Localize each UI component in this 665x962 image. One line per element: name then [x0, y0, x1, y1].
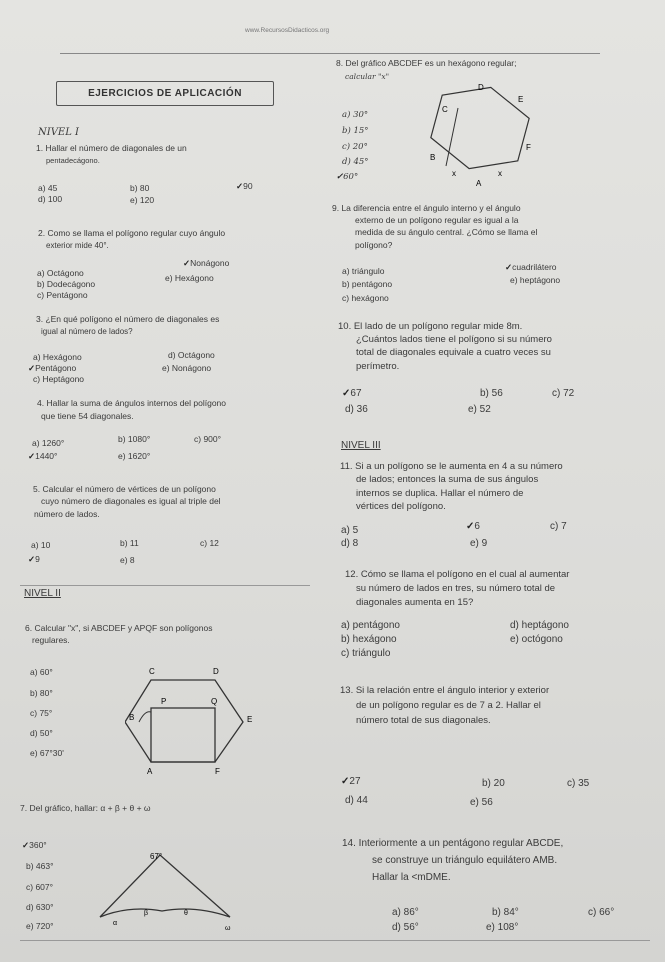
q8-option-a: a) 30° — [342, 110, 369, 120]
q1-option-b: b) 80 — [130, 183, 150, 193]
q8-label-c: C — [442, 105, 448, 114]
q10-text-line1: 10. El lado de un polígono regular mide 8m. — [338, 321, 523, 332]
q8-label-x1: x — [452, 169, 456, 178]
q7-label-omega: ω — [225, 925, 231, 932]
q10-text-line2: ¿Cuántos lados tiene el polígono si su número — [356, 334, 552, 345]
q13-text-line3: número total de sus diagonales. — [356, 715, 491, 726]
q7-option-d: d) 630° — [26, 902, 54, 912]
q7-triangle-figure — [80, 845, 260, 935]
q10-text-line3: total de diagonales equivale a cuatro veces su — [356, 347, 551, 358]
q10-option-d: d) 36 — [345, 404, 368, 415]
q5-option-e: e) 8 — [120, 555, 135, 565]
q3-option-e: e) Nonágono — [162, 363, 212, 373]
q6-label-e: E — [247, 715, 253, 724]
q10-option-b: b) 56 — [480, 388, 503, 399]
q6-label-q: Q — [211, 697, 218, 706]
check-mark-icon: ✓ — [28, 451, 36, 461]
q1-option-c-marked: ✓90 — [236, 181, 253, 191]
q13-text-line2: de un polígono regular es de 7 a 2. Hallar el — [356, 700, 541, 711]
q14-text-line3: Hallar la <mDME. — [372, 872, 451, 883]
q2-option-b: b) Dodecágono — [37, 279, 96, 289]
q8-option-b: b) 15° — [342, 126, 369, 136]
q12-option-c: c) triángulo — [341, 648, 391, 659]
q13-option-e: e) 56 — [470, 797, 493, 808]
q4-option-e: e) 1620° — [118, 451, 151, 461]
q14-option-d: d) 56° — [392, 922, 419, 933]
check-mark-icon: ✓ — [505, 262, 513, 272]
q3-option-d: d) Octágono — [168, 350, 215, 360]
q1-option-d: d) 100 — [38, 194, 63, 204]
q8-label-f: F — [526, 143, 531, 152]
q6-text-line2: regulares. — [32, 635, 70, 645]
q11-text-line1: 11. Si a un polígono se le aumenta en 4 a su número — [340, 461, 563, 472]
q6-option-c: c) 75° — [30, 708, 53, 718]
check-mark-icon: ✓ — [28, 554, 36, 564]
q8-option-e-marked: ✓60° — [336, 172, 359, 182]
q1-option-a: a) 45 — [38, 183, 58, 193]
q12-option-e: e) octógono — [510, 634, 563, 645]
level-3-heading: NIVEL III — [341, 440, 381, 451]
q7-label-67: 67° — [150, 852, 163, 861]
q3-option-b-marked: ✓Pentágono — [28, 363, 77, 373]
q11-text-line3: internos se duplica. Hallar el número de — [356, 488, 524, 499]
q9-text-line4: polígono? — [355, 240, 393, 250]
q11-option-b-marked: ✓6 — [466, 521, 480, 532]
q12-text-line2: su número de lados en tres, su número total de — [356, 583, 556, 594]
q2-option-d-marked: ✓Nonágono — [183, 258, 230, 268]
q5-option-c: c) 12 — [200, 538, 219, 548]
q11-option-a: a) 5 — [341, 525, 359, 536]
q9-option-a: a) triángulo — [342, 266, 385, 276]
q14-text-line2: se construye un triángulo equilátero AMB. — [372, 855, 558, 866]
q7-text: 7. Del gráfico, hallar: α + β + θ + ω — [20, 803, 151, 813]
q11-text-line2: de lados; entonces la suma de sus ángulos — [356, 474, 539, 485]
q6-hexagon-figure — [125, 640, 265, 780]
q3-option-c: c) Heptágono — [33, 374, 85, 384]
q3-text-line1: 3. ¿En qué polígono el número de diagonales es — [36, 314, 220, 324]
q9-option-e: e) heptágono — [510, 275, 561, 285]
check-mark-icon: ✓ — [183, 258, 191, 268]
q6-label-f: F — [215, 767, 220, 776]
q14-option-a: a) 86° — [392, 907, 419, 918]
q5-option-d-marked: ✓9 — [28, 554, 40, 564]
q2-option-a: a) Octágono — [37, 268, 84, 278]
q14-option-c: c) 66° — [588, 907, 615, 918]
level-1-heading: NIVEL I — [38, 127, 79, 138]
q12-option-d: d) heptágono — [510, 620, 569, 631]
check-mark-icon: ✓ — [236, 181, 244, 191]
q1-text-line1: 1. Hallar el número de diagonales de un — [36, 143, 187, 153]
q8-label-d: D — [478, 83, 484, 92]
q4-option-d-marked: ✓1440° — [28, 451, 58, 461]
q6-text-line1: 6. Calcular "x", si ABCDEF y APQF son polígonos — [25, 623, 213, 633]
q6-option-b: b) 80° — [30, 688, 53, 698]
q8-option-c: c) 20° — [342, 142, 368, 152]
q8-text-line1: 8. Del gráfico ABCDEF es un hexágono regular; — [336, 58, 517, 68]
q8-label-a: A — [476, 179, 482, 188]
q9-option-b: b) pentágono — [342, 279, 393, 289]
q2-option-c: c) Pentágono — [37, 290, 88, 300]
q5-text-line2: cuyo número de diagonales es igual al triple del — [41, 496, 221, 506]
q6-label-a: A — [147, 767, 153, 776]
q14-text-line1: 14. Interiormente a un pentágono regular ABCDE, — [342, 838, 564, 849]
q8-hexagon-figure — [420, 78, 540, 188]
level-2-rule — [20, 585, 310, 586]
q7-option-b: b) 463° — [26, 861, 54, 871]
q8-label-b: B — [430, 153, 436, 162]
q4-option-a: a) 1260° — [32, 438, 65, 448]
q6-label-d: D — [213, 667, 219, 676]
q7-label-theta: θ — [184, 910, 188, 917]
level-2-heading: NIVEL II — [24, 588, 61, 599]
q9-option-d-marked: ✓cuadrilátero — [505, 262, 557, 272]
top-rule — [60, 53, 600, 54]
q6-label-c: C — [149, 667, 155, 676]
q8-label-e: E — [518, 95, 524, 104]
q6-option-d: d) 50° — [30, 728, 53, 738]
check-mark-icon: ✓ — [22, 840, 30, 850]
q8-option-d: d) 45° — [342, 157, 369, 167]
q6-label-b: B — [129, 713, 135, 722]
q6-label-p: P — [161, 697, 167, 706]
q10-option-c: c) 72 — [552, 388, 575, 399]
check-mark-icon: ✓ — [28, 363, 36, 373]
q2-text-line1: 2. Como se llama el polígono regular cuyo ángulo — [38, 228, 226, 238]
q11-text-line4: vértices del polígono. — [356, 501, 446, 512]
check-mark-icon: ✓ — [342, 388, 351, 399]
bottom-rule — [20, 940, 650, 941]
q10-text-line4: perímetro. — [356, 361, 400, 372]
q13-text-line1: 13. Si la relación entre el ángulo interior y exterior — [340, 685, 550, 696]
q9-option-c: c) hexágono — [342, 293, 389, 303]
q5-option-a: a) 10 — [31, 540, 51, 550]
q5-text-line1: 5. Calcular el número de vértices de un polígono — [33, 484, 216, 494]
q9-text-line1: 9. La diferencia entre el ángulo interno y el ángulo — [332, 203, 521, 213]
q7-option-c: c) 607° — [26, 882, 54, 892]
q13-option-b: b) 20 — [482, 778, 505, 789]
q13-option-d: d) 44 — [345, 795, 368, 806]
q3-text-line2: igual al número de lados? — [41, 327, 133, 336]
q6-option-a: a) 60° — [30, 667, 53, 677]
q12-option-b: b) hexágono — [341, 634, 397, 645]
q14-option-e: e) 108° — [486, 922, 519, 933]
q12-text-line1: 12. Cómo se llama el polígono en el cual al aumentar — [345, 569, 570, 580]
q2-option-e: e) Hexágono — [165, 273, 214, 283]
q6-option-e: e) 67°30' — [30, 748, 64, 758]
q5-text-line3: número de lados. — [34, 509, 100, 519]
website-url: www.RecursosDidacticos.org — [245, 27, 330, 34]
check-mark-icon: ✓ — [336, 172, 344, 182]
q7-option-e: e) 720° — [26, 921, 54, 931]
q7-label-alpha: α — [113, 920, 118, 927]
q5-option-b: b) 11 — [120, 538, 139, 548]
q1-option-e: e) 120 — [130, 195, 155, 205]
q12-option-a: a) pentágono — [341, 620, 400, 631]
q10-option-e: e) 52 — [468, 404, 491, 415]
q4-option-b: b) 1080° — [118, 434, 151, 444]
q2-text-line2: exterior mide 40°. — [46, 241, 109, 250]
q7-label-beta: β — [144, 910, 149, 917]
q11-option-e: e) 9 — [470, 538, 488, 549]
q12-text-line3: diagonales aumenta en 15? — [356, 597, 474, 608]
q10-option-a-marked: ✓67 — [342, 388, 362, 399]
section-header: EJERCICIOS DE APLICACIÓN — [56, 81, 274, 106]
q14-option-b: b) 84° — [492, 907, 519, 918]
q11-option-d: d) 8 — [341, 538, 359, 549]
q8-label-x2: x — [498, 169, 502, 178]
q7-option-a-marked: ✓360° — [22, 840, 47, 850]
q13-option-a-marked: ✓27 — [341, 776, 361, 787]
q13-option-c: c) 35 — [567, 778, 590, 789]
q4-text-line1: 4. Hallar la suma de ángulos internos del polígono — [37, 398, 227, 408]
q3-option-a: a) Hexágono — [33, 352, 82, 362]
check-mark-icon: ✓ — [466, 521, 475, 532]
q4-option-c: c) 900° — [194, 434, 222, 444]
q11-option-c: c) 7 — [550, 521, 567, 532]
check-mark-icon: ✓ — [341, 776, 350, 787]
q8-text-line2: calcular "x" — [345, 72, 390, 81]
q1-text-line2: pentadecágono. — [46, 156, 100, 165]
q4-text-line2: que tiene 54 diagonales. — [41, 411, 134, 421]
q9-text-line2: externo de un polígono regular es igual a la — [355, 215, 519, 225]
q9-text-line3: medida de su ángulo central. ¿Cómo se llama el — [355, 227, 538, 237]
